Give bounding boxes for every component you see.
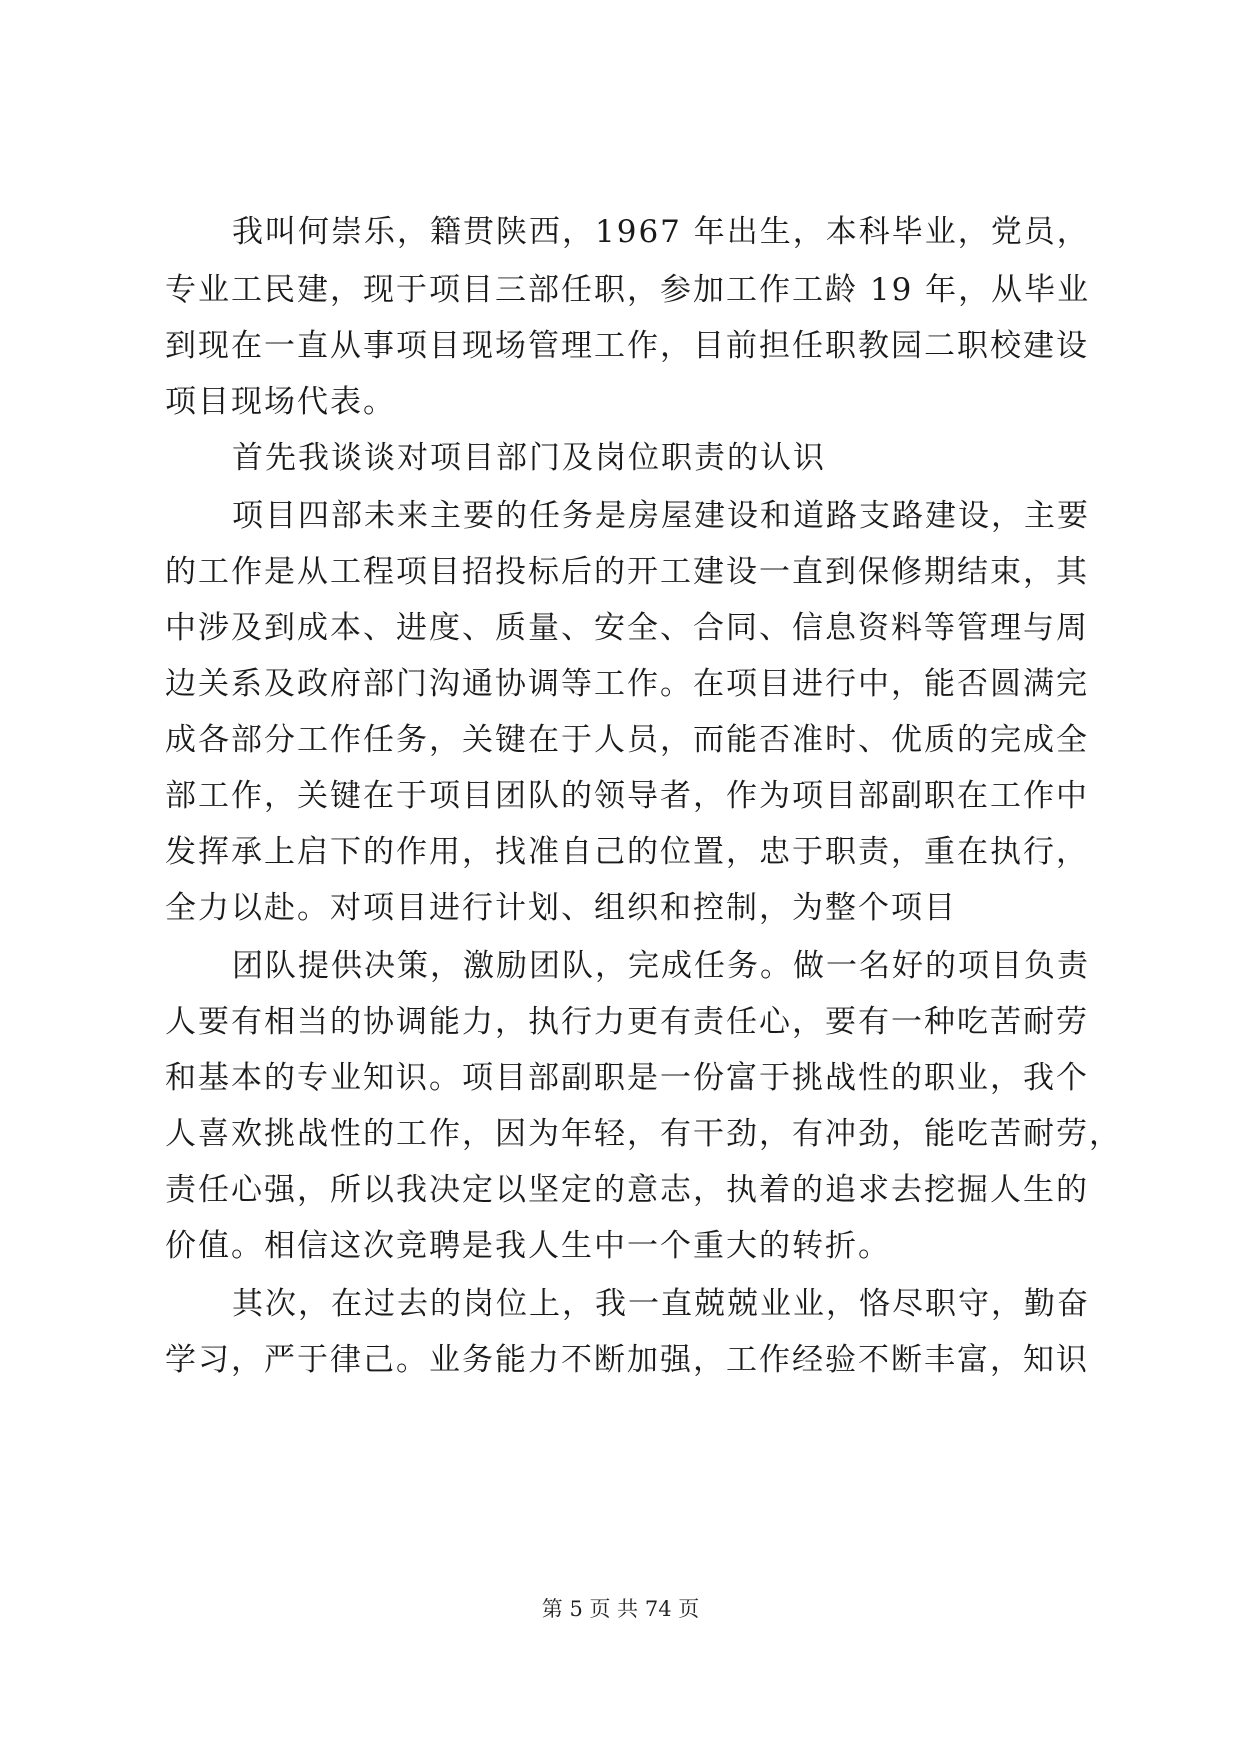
paragraph-line: 的工作是从工程项目招投标后的开工建设一直到保修期结束，其 [165,554,1089,590]
paragraph-line: 团队提供决策，激励团队，完成任务。做一名好的项目负责 [232,948,1090,984]
paragraph-line: 人要有相当的协调能力，执行力更有责任心，要有一种吃苦耐劳 [165,1004,1089,1040]
paragraph-line: 项目现场代表。 [165,384,396,420]
paragraph-line: 全力以赴。对项目进行计划、组织和控制，为整个项目 [165,890,957,926]
section-heading: 首先我谈谈对项目部门及岗位职责的认识 [232,440,826,476]
page-number-footer: 第 5 页 共 74 页 [541,1597,700,1621]
paragraph-line: 价值。相信这次竞聘是我人生中一个重大的转折。 [165,1228,891,1264]
paragraph-line: 中涉及到成本、进度、质量、安全、合同、信息资料等管理与周 [165,610,1089,646]
paragraph-line: 人喜欢挑战性的工作，因为年轻，有干劲，有冲劲，能吃苦耐劳， [165,1116,1122,1152]
paragraph-line: 到现在一直从事项目现场管理工作，目前担任职教园二职校建设 [165,328,1089,364]
paragraph-line: 发挥承上启下的作用，找准自己的位置，忠于职责，重在执行， [165,834,1089,870]
paragraph-line: 其次，在过去的岗位上，我一直兢兢业业，恪尽职守，勤奋 [232,1286,1090,1322]
paragraph-line: 部工作，关键在于项目团队的领导者，作为项目部副职在工作中 [165,778,1089,814]
paragraph-line: 专业工民建，现于项目三部任职，参加工作工龄 19 年，从毕业 [165,272,1091,308]
paragraph-line: 项目四部未来主要的任务是房屋建设和道路支路建设，主要 [232,498,1090,534]
paragraph-line: 和基本的专业知识。项目部副职是一份富于挑战性的职业，我个 [165,1060,1089,1096]
paragraph-line: 责任心强，所以我决定以坚定的意志，执着的追求去挖掘人生的 [165,1172,1089,1208]
paragraph-line: 边关系及政府部门沟通协调等工作。在项目进行中，能否圆满完 [165,666,1089,702]
paragraph-line: 学习，严于律己。业务能力不断加强，工作经验不断丰富，知识 [165,1342,1089,1378]
paragraph-line: 我叫何崇乐，籍贯陕西，1967 年出生，本科毕业，党员， [232,214,1090,250]
paragraph-line: 成各部分工作任务，关键在于人员，而能否准时、优质的完成全 [165,722,1089,758]
